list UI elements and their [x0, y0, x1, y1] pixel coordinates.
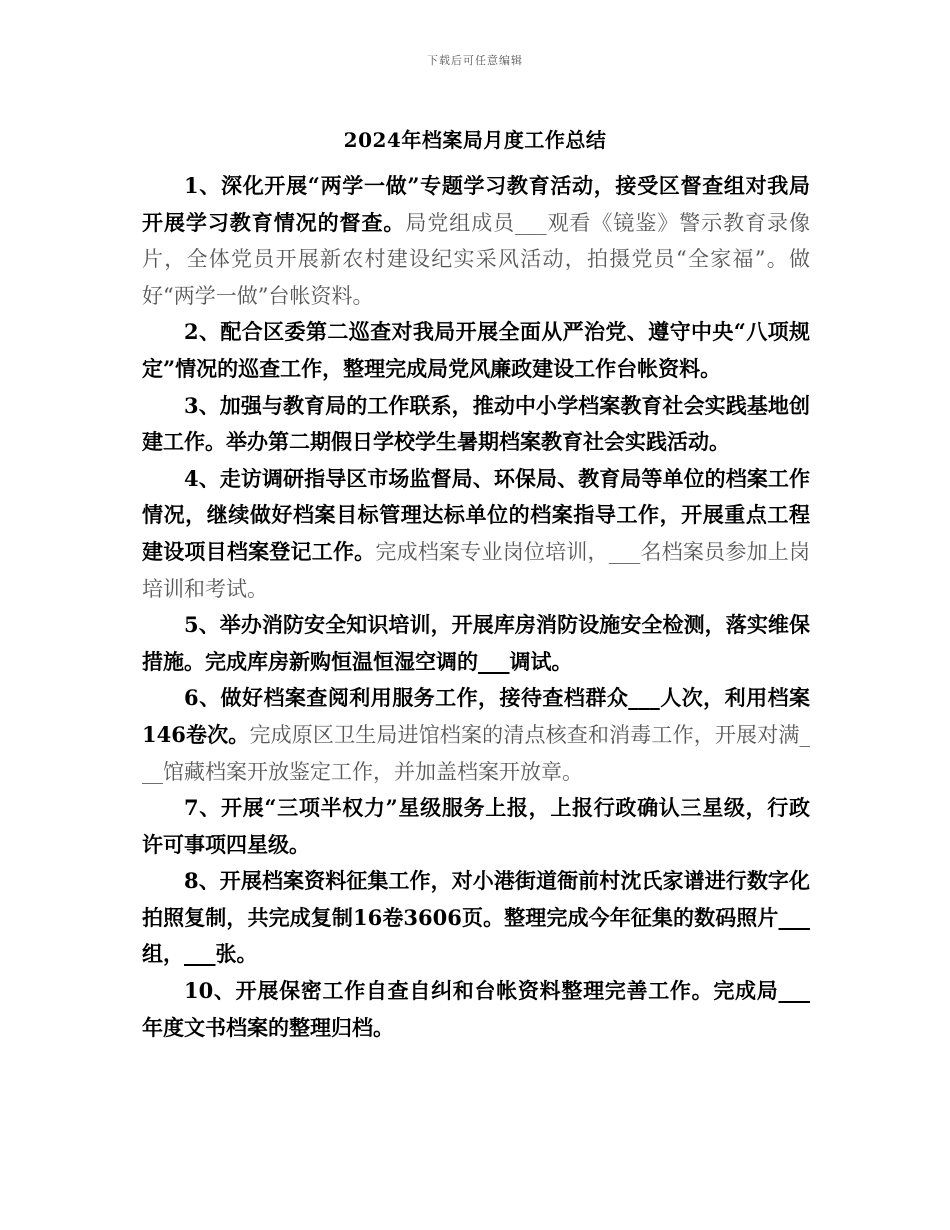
paragraph-bold-text: 6、做好档案查阅利用服务工作，接待查档群众___人次，利用档案146卷次。 [142, 685, 810, 747]
paragraph-bold-text: 1、深化开展“两学一做”专题学习教育活动，接受区督查组对我局开展学习教育情况的督查。 [142, 173, 810, 235]
paragraph-4 [142, 461, 810, 607]
paragraph-bold-text: 2、配合区委第二巡查对我局开展全面从严治党、遵守中央“八项规定”情况的巡查工作，整理完成局党风廉政建设工作台帐资料。 [142, 319, 810, 381]
paragraph-3 [142, 388, 810, 461]
paragraph-normal-text: 完成档案专业岗位培训，___名档案员参加上岗培训和考试。 [142, 539, 811, 601]
paragraph-normal-text: 局党组成员___观看《镜鉴》警示教育录像片，全体党员开展新农村建设纪实采风活动，拍摄党员“全家福”。做好“两学一做”台帐资料。 [142, 210, 811, 308]
paragraph-8 [142, 863, 810, 973]
paragraph-10 [142, 973, 810, 1046]
document-title: 2024年档案局月度工作总结 [343, 128, 607, 152]
paragraph-bold-text: 5、举办消防安全知识培训，开展库房消防设施安全检测，落实维保措施。完成库房新购恒温恒湿空调的___调试。 [142, 612, 810, 674]
paragraph-bold-text: 7、开展“三项半权力”星级服务上报，上报行政确认三星级，行政许可事项四星级。 [142, 795, 810, 857]
paragraph-bold-text: 3、加强与教育局的工作联系，推动中小学档案教育社会实践基地创建工作。举办第二期假日学校学生暑期档案教育社会实践活动。 [142, 392, 810, 455]
document-body [142, 168, 810, 1046]
paragraph-bold-text: 10、开展保密工作自查自纠和台帐资料整理完善工作。完成局___年度文书档案的整理归档。 [142, 978, 810, 1040]
paragraph-normal-text: 完成原区卫生局进馆档案的清点核查和消毒工作，开展对满___馆藏档案开放鉴定工作，并加盖档案开放章。 [142, 722, 811, 784]
paragraph-bold-text: 4、走访调研指导区市场监督局、环保局、教育局等单位的档案工作情况，继续做好档案目标管理达标单位的档案指导工作，开展重点工程建设项目档案登记工作。 [142, 465, 810, 564]
paragraph-7 [142, 790, 810, 863]
paragraph-bold-text: 8、开展档案资料征集工作，对小港街道衙前村沈氏家谱进行数字化拍照复制，共完成复制16卷3606页。整理完成今年征集的数码照片___组，___张。 [142, 868, 810, 967]
header-note: 下载后可任意编辑 [427, 54, 523, 67]
paragraph-6 [142, 680, 810, 790]
paragraph-2 [142, 314, 810, 387]
paragraph-1 [142, 168, 810, 314]
paragraph-5 [142, 607, 810, 680]
